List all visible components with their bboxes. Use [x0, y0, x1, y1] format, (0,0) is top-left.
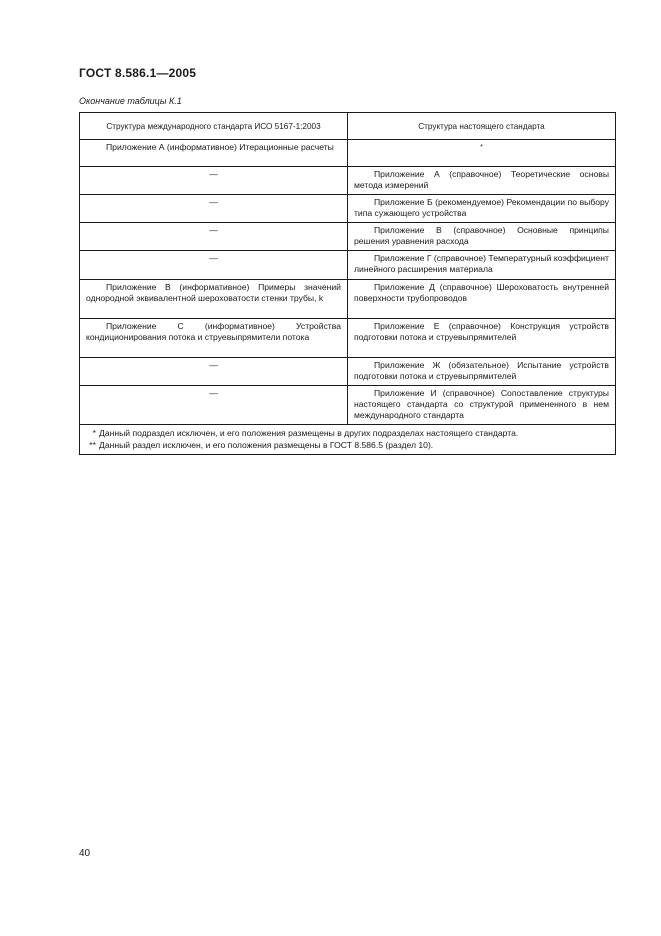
- table-cell-gost: Приложение А (справочное) Теоретические основы метода измерений: [348, 167, 616, 195]
- table-row: [80, 319, 616, 358]
- table-cell-gost: Приложение Ж (обязательное) Испытание устройств подготовки потока и струевыпрямителей: [348, 358, 616, 386]
- table-row: [80, 251, 616, 280]
- column-header-gost: Структура настоящего стандарта: [348, 113, 616, 140]
- table-cell-iso: —: [80, 251, 348, 280]
- table-row: [80, 280, 616, 319]
- table-cell-gost: Приложение Е (справочное) Конструкция устройств подготовки потока и струевыпрямителей: [348, 319, 616, 358]
- structure-comparison-table: [79, 112, 616, 455]
- footnote-text: Данный раздел исключен, и его положения размещены в ГОСТ 8.586.5 (раздел 10).: [99, 440, 434, 450]
- table-cell-gost: Приложение И (справочное) Сопоставление структуры настоящего стандарта со структурой примененного в нем международного стандарта: [348, 386, 616, 425]
- table-notes: [80, 425, 616, 455]
- table-cell-gost: Приложение В (справочное) Основные принципы решения уравнения расхода: [348, 223, 616, 251]
- table-cell-iso: —: [80, 358, 348, 386]
- table-header-row: [80, 113, 616, 140]
- table-notes-row: [80, 425, 616, 455]
- table-row: [80, 386, 616, 425]
- table-row: [80, 223, 616, 251]
- document-header: ГОСТ 8.586.1—2005: [79, 66, 197, 80]
- footnote-mark: **: [89, 440, 96, 450]
- table-caption: Окончание таблицы К.1: [79, 96, 182, 106]
- table-cell-iso: —: [80, 167, 348, 195]
- table-cell-iso: Приложение А (информативное) Итерационные расчеты: [80, 140, 348, 167]
- table-cell-gost: Приложение Д (справочное) Шероховатость внутренней поверхности трубопроводов: [348, 280, 616, 319]
- footnote-text: Данный подраздел исключен, и его положения размещены в других подразделах настоящего стандарта.: [99, 428, 519, 438]
- table-cell-gost: *: [348, 140, 616, 167]
- page-number: 40: [79, 848, 91, 859]
- table-row: [80, 195, 616, 223]
- table-cell-iso: —: [80, 386, 348, 425]
- table-row: [80, 358, 616, 386]
- table-cell-iso: Приложение С (информативное) Устройства кондиционирования потока и струевыпрямители потока: [80, 319, 348, 358]
- table-cell-gost: Приложение Б (рекомендуемое) Рекомендации по выбору типа сужающего устройства: [348, 195, 616, 223]
- table-cell-iso: —: [80, 195, 348, 223]
- footnote: [86, 427, 609, 439]
- footnote-mark: *: [92, 428, 96, 438]
- table-cell-iso: —: [80, 223, 348, 251]
- table-row: [80, 140, 616, 167]
- footnote: [86, 439, 609, 451]
- table-cell-gost: Приложение Г (справочное) Температурный коэффициент линейного расширения материала: [348, 251, 616, 280]
- column-header-iso: Структура международного стандарта ИСО 5167-1:2003: [80, 113, 348, 140]
- table-cell-iso: Приложение В (информативное) Примеры значений однородной эквивалентной шероховатости стенки трубы, k: [80, 280, 348, 319]
- table-row: [80, 167, 616, 195]
